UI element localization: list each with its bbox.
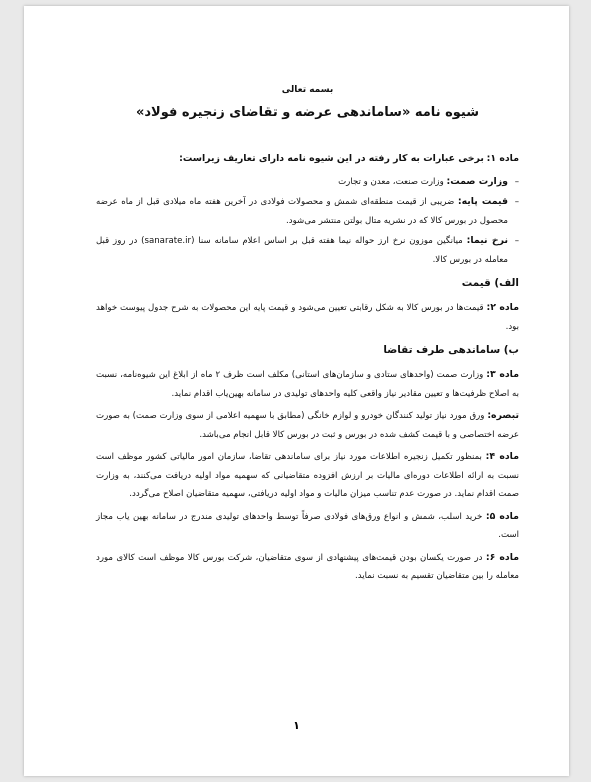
definition-item xyxy=(96,232,519,269)
article-5 xyxy=(96,508,519,545)
basmala-heading: بسمه تعالی xyxy=(281,85,334,95)
definition-term: وزارت صمت: xyxy=(446,175,508,187)
article-4-label: ماده ۴: xyxy=(485,451,520,462)
article-3-text: وزارت صمت (واحدهای ستادی و سازمان‌های استانی) مکلف است ظرف ۲ ماه از ابلاغ این شیوه‌نامه، نسبت به اصلاح ظرفیت‌ها و تعیین مقادیر نیاز واقعی کلیه واحدهای تولیدی در سامانه بهین‌یاب اقدام نماید. xyxy=(96,370,519,399)
document-title: شیوه نامه «ساماندهی عرضه و تقاضای زنجیره فولاد» xyxy=(135,105,480,120)
document-page xyxy=(24,6,569,776)
article-1-text: برخی عبارات به کار رفته در این شیوه نامه دارای تعاریف زیراست: xyxy=(179,153,484,164)
article-3-label: ماده ۳: xyxy=(486,369,519,380)
article-6-text: در صورت یکسان بودن قیمت‌های پیشنهادی از سوی متقاضیان، شرکت بورس کالا موظف است کالای مورد معامله را بین متقاضیان تقسیم به نسبت نماید. xyxy=(96,552,519,581)
note-label: تبصره: xyxy=(487,410,520,421)
article-4 xyxy=(96,448,519,504)
article-6-label: ماده ۶: xyxy=(485,551,520,563)
definition-text: ضریبی از قیمت منطقه‌ای شمش و محصولات فولادی در آخرین هفته ماه میلادی قبل از ماه عرضه محصول در بورس کالا که در نشریه متال بولتن منتشر می‌شود. xyxy=(96,197,508,226)
article-1-label: ماده ۱: xyxy=(486,153,519,164)
definition-text: میانگین موزون نرخ ارز حواله نیما هفته قبل بر اساس اعلام سامانه سنا (sanarate.ir) در روز قبل معامله در بورس کالا. xyxy=(96,236,508,265)
page-number: ۱ xyxy=(293,719,300,732)
article-2-label: ماده ۲: xyxy=(486,302,519,313)
section-b-heading: ب) ساماندهی طرف تقاضا xyxy=(383,344,519,356)
definition-item xyxy=(96,193,519,230)
article-2 xyxy=(96,299,519,336)
article-5-text: خرید اسلب، شمش و انواع ورق‌های فولادی صرفاً توسط واحدهای تولیدی مندرج در سامانه بهین یاب مجاز است. xyxy=(96,511,519,540)
section-a-heading: الف) قیمت xyxy=(461,277,519,289)
definitions-list xyxy=(96,173,519,270)
article-3 xyxy=(96,366,519,403)
note-text: ورق مورد نیاز تولید کنندگان خودرو و لوازم خانگی (مطابق با سهمیه اعلامی از سوی وزارت صمت) به صورت عرضه اختصاصی و با قیمت کشف شده در بورس و ثبت در بورس کالا قابل انجام می‌باشد. xyxy=(96,411,519,440)
article-5-label: ماده ۵: xyxy=(485,510,519,522)
article-4-text: بمنظور تکمیل زنجیره اطلاعات مورد نیاز برای ساماندهی تقاضا، سازمان امور مالیاتی کشور موظف است نسبت به ارائه اطلاعات دوره‌ای مالیات بر ارزش افزوده متقاضیانی که سهمیه مواد اولیه دریافت می‌کنند، به وزارت صمت اقدام نماید. در صورت عدم تناسب میزان مالیات و مواد اولیه دریافتی، سهمیه متقاضیان اصلاح می‌گردد. xyxy=(96,452,519,499)
document-body xyxy=(96,84,519,590)
definition-term: قیمت پایه: xyxy=(457,196,509,207)
article-1 xyxy=(96,150,519,169)
article-6 xyxy=(96,549,519,586)
note-paragraph xyxy=(96,407,519,444)
definition-term: نرخ نیما: xyxy=(466,235,509,246)
definition-item xyxy=(96,173,519,192)
definition-text: وزارت صنعت، معدن و تجارت xyxy=(338,176,444,187)
article-2-text: قیمت‌ها در بورس کالا به شکل رقابتی تعیین می‌شود و قیمت پایه این محصولات به شرح جدول پیوست خواهد بود. xyxy=(96,303,519,332)
